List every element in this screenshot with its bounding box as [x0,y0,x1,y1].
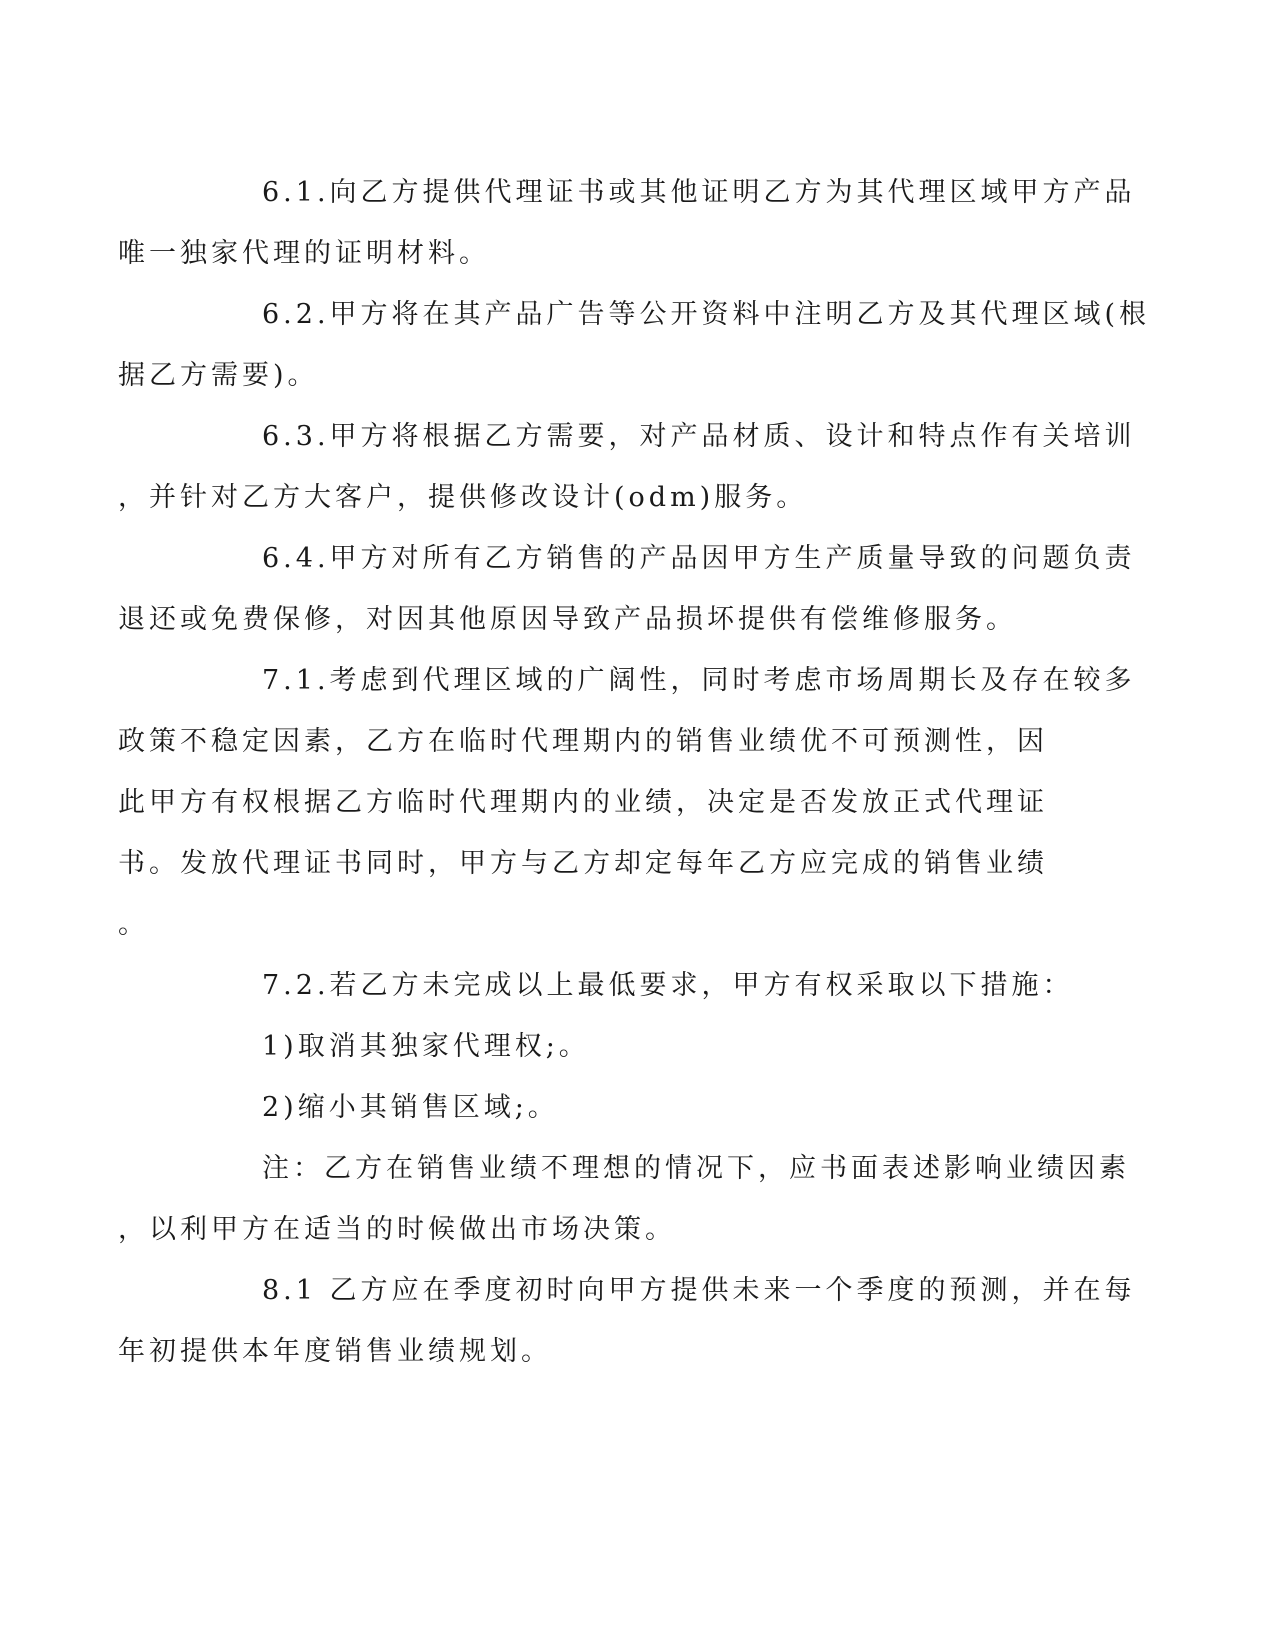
text-line: 1)取消其独家代理权;。 [262,1031,590,1062]
paragraph-6-1 [118,162,1136,284]
text-line: 7.1.考虑到代理区域的广阔性，同时考虑市场周期长及存在较多 [262,665,1136,696]
paragraph-6-2 [118,284,1151,406]
text-line: 退还或免费保修，对因其他原因导致产品损坏提供有偿维修服务。 [118,604,1017,635]
text-line: 6.1.向乙方提供代理证书或其他证明乙方为其代理区域甲方产品 [262,177,1136,208]
text-line: 8.1 乙方应在季度初时向甲方提供未来一个季度的预测，并在每 [262,1275,1136,1306]
paragraph-6-4 [118,528,1136,650]
text-line: 书。发放代理证书同时，甲方与乙方却定每年乙方应完成的销售业绩 [118,848,1048,879]
text-line: 6.3.甲方将根据乙方需要，对产品材质、设计和特点作有关培训 [262,421,1136,452]
text-line: 6.2.甲方将在其产品广告等公开资料中注明乙方及其代理区域(根 [262,299,1151,330]
text-line: 注：乙方在销售业绩不理想的情况下，应书面表述影响业绩因素 [262,1153,1130,1184]
paragraph-6-3 [118,406,1136,528]
list-item-7-2-1 [190,1016,1070,1077]
document-body [118,162,1151,1382]
text-line: 6.4.甲方对所有乙方销售的产品因甲方生产质量导致的问题负责 [262,543,1136,574]
text-line: 此甲方有权根据乙方临时代理期内的业绩，决定是否发放正式代理证 [118,787,1048,818]
text-line: 据乙方需要)。 [118,360,319,391]
paragraph-7-2 [190,955,1074,1016]
text-line: 政策不稳定因素，乙方在临时代理期内的销售业绩优不可预测性，因 [118,726,1048,757]
text-line: ，以利甲方在适当的时候做出市场决策。 [118,1214,676,1245]
text-line: 7.2.若乙方未完成以上最低要求，甲方有权采取以下措施： [262,970,1074,1001]
paragraph-7-1 [118,650,1136,955]
paragraph-note [118,1138,1130,1260]
paragraph-8-1 [118,1260,1136,1382]
list-item-7-2-2 [190,1077,1070,1138]
text-line: 2)缩小其销售区域;。 [262,1092,559,1123]
text-line: 。 [118,909,149,940]
text-line: 唯一独家代理的证明材料。 [118,238,490,269]
text-line: ，并针对乙方大客户，提供修改设计(odm)服务。 [118,482,808,513]
text-line: 年初提供本年度销售业绩规划。 [118,1336,552,1367]
